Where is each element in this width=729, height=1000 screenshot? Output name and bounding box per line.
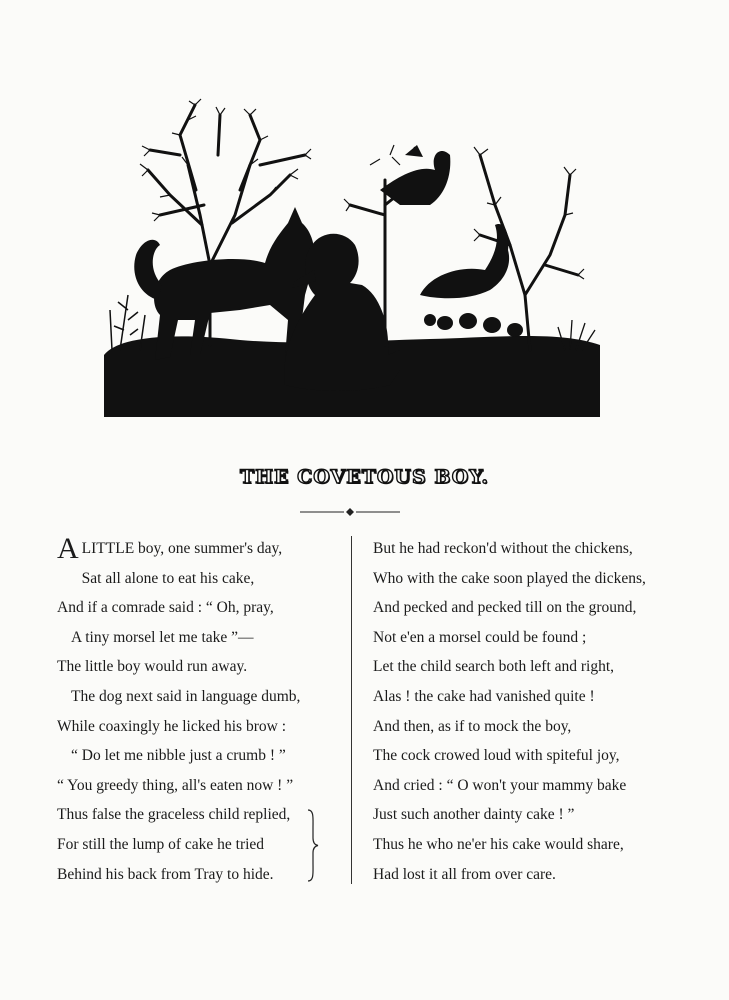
poem-line: “ Do let me nibble just a crumb ! ”: [71, 747, 286, 765]
poem-title: THE COVETOUS BOY.: [239, 466, 490, 488]
poem-line: Not e'en a morsel could be found ;: [373, 628, 587, 646]
column-divider: [351, 536, 352, 884]
poem-right-column: [373, 534, 673, 889]
poem-line: “ You greedy thing, all's eaten now ! ”: [57, 776, 294, 794]
poem-line: Sat all alone to eat his cake,: [81, 569, 255, 587]
poem-line: And pecked and pecked till on the ground,: [373, 599, 637, 617]
poem-line: Thus false the graceless child replied,: [57, 806, 291, 824]
poem-line: Thus he who ne'er his cake would share,: [373, 835, 624, 853]
drop-cap: A: [57, 532, 79, 565]
poem-line: But he had reckon'd without the chickens,: [373, 540, 633, 557]
poem-line: The dog next said in language dumb,: [71, 687, 301, 705]
poem-line: A LITTLE boy, one summer's day,: [57, 532, 283, 565]
ornament-divider-icon: [300, 507, 400, 517]
poem-line: A tiny morsel let me take ”—: [71, 628, 254, 646]
poem-line: Who with the cake soon played the dickens,: [373, 569, 646, 587]
poem-line: And cried : “ O won't your mammy bake: [373, 776, 627, 794]
poem-left-column: [57, 534, 347, 889]
poem-line: Had lost it all from over care.: [373, 865, 556, 883]
silhouette-illustration: [100, 95, 602, 425]
silhouette-illustration-icon: [100, 95, 602, 425]
poem-line: For still the lump of cake he tried: [57, 835, 265, 853]
poem-line: While coaxingly he licked his brow :: [57, 717, 286, 735]
poem-line: And then, as if to mock the boy,: [373, 717, 572, 735]
poem-line: Let the child search both left and right,: [373, 658, 615, 676]
poem-line: Just such another dainty cake ! ”: [373, 806, 575, 824]
poem-line: Behind his back from Tray to hide.: [57, 865, 274, 883]
poem-line: And if a comrade said : “ Oh, pray,: [57, 599, 274, 617]
poem-line: The little boy would run away.: [57, 658, 248, 676]
poem-line: The cock crowed loud with spiteful joy,: [373, 747, 620, 765]
poem-line: Alas ! the cake had vanished quite !: [373, 687, 595, 705]
right-brace-icon: [306, 808, 320, 883]
